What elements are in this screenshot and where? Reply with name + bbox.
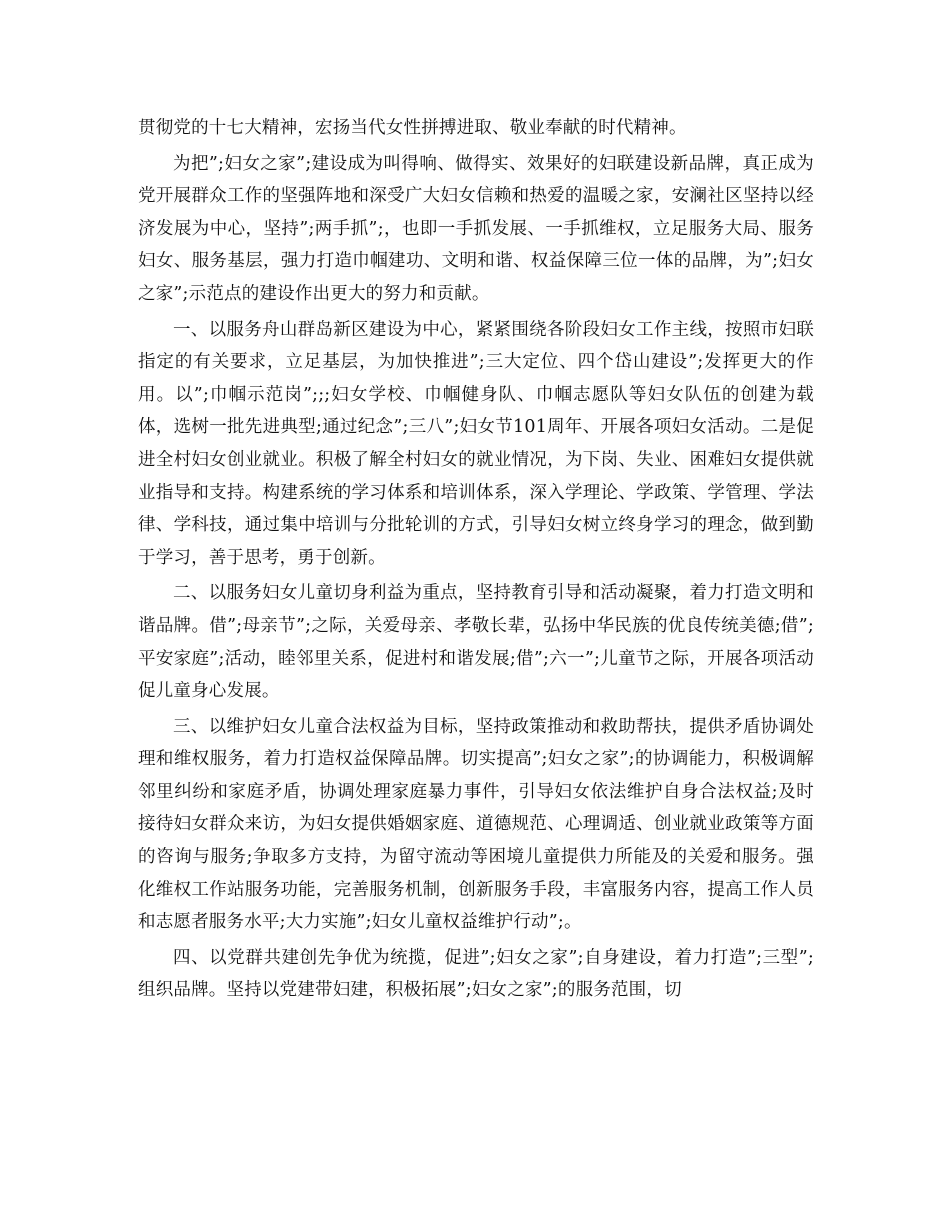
paragraph-section-4: 四、以党群共建创先争优为统揽，促进”;妇女之家”;自身建设，着力打造”;三型”;组织品牌。坚持以党建带妇建，积极拓展”;妇女之家”;的服务范围，切 (138, 947, 814, 1001)
paragraph-section-1: 一、以服务舟山群岛新区建设为中心，紧紧围绕各阶段妇女工作主线，按照市妇联指定的有关要求，立足基层，为加快推进”;三大定位、四个岱山建设”;发挥更大的作用。以”;巾帼示范岗”;;;妇女学校、巾帼健身队、巾帼志愿队等妇女队伍的创建为载体，选树一批先进典型;通过纪念”;三八”;妇女节101周年、开展各项妇女活动。二是促进全村妇女创业就业。积极了解全村妇女的就业情况，为下岗、失业、困难妇女提供就业指导和支持。构建系统的学习体系和培训体系，深入学理论、学政策、学管理、学法律、学科技，通过集中培训与分批轮训的方式，引导妇女树立终身学习的理念，做到勤于学习，善于思考，勇于创新。 (138, 319, 814, 568)
paragraph-section-3: 三、以维护妇女儿童合法权益为目标，坚持政策推动和救助帮扶，提供矛盾协调处理和维权服务，着力打造权益保障品牌。切实提高”;妇女之家”;的协调能力，积极调解邻里纠纷和家庭矛盾，协调处理家庭暴力事件，引导妇女依法维护自身合法权益;及时接待妇女群众来访，为妇女提供婚姻家庭、道德规范、心理调适、创业就业政策等方面的咨询与服务;争取多方支持，为留守流动等困境儿童提供力所能及的关爱和服务。强化维权工作站服务功能，完善服务机制，创新服务手段，丰富服务内容，提高工作人员和志愿者服务水平;大力实施”;妇女儿童权益维护行动”;。 (138, 716, 814, 933)
paragraph-section-2: 二、以服务妇女儿童切身利益为重点，坚持教育引导和活动凝聚，着力打造文明和谐品牌。借”;母亲节”;之际，关爱母亲、孝敬长辈，弘扬中华民族的优良传统美德;借”;平安家庭”;活动，睦邻里关系，促进村和谐发展;借”;六一”;儿童节之际，开展各项活动促儿童身心发展。 (138, 583, 814, 702)
paragraph-intro: 为把”;妇女之家”;建设成为叫得响、做得实、效果好的妇联建设新品牌，真正成为党开展群众工作的坚强阵地和深受广大妇女信赖和热爱的温暖之家，安澜社区坚持以经济发展为中心，坚持”;两手抓”;，也即一手抓发展、一手抓维权，立足服务大局、服务妇女、服务基层，强力打造巾帼建功、文明和谐、权益保障三位一体的品牌，为”;妇女之家”;示范点的建设作出更大的努力和贡献。 (138, 153, 814, 304)
paragraph-continuation: 贯彻党的十七大精神，宏扬当代女性拼搏进取、敬业奉献的时代精神。 (138, 118, 687, 138)
document-body (138, 112, 814, 1010)
